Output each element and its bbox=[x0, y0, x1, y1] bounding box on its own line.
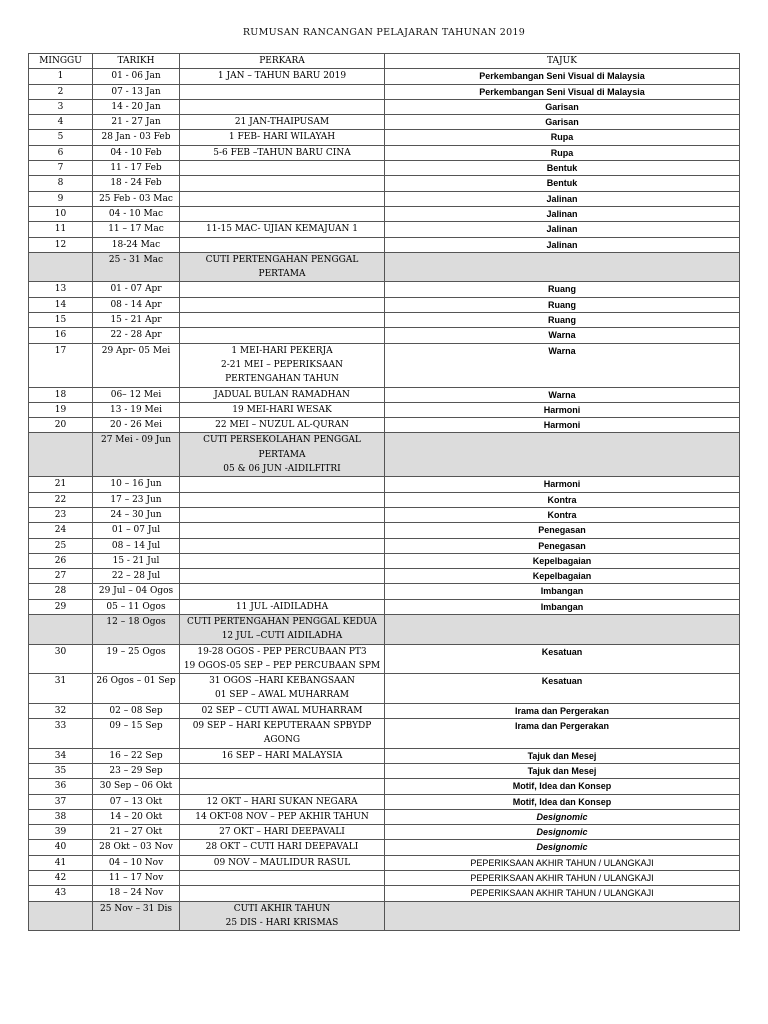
cell-tarikh: 09 – 15 Sep bbox=[93, 719, 180, 749]
cell-perkara bbox=[180, 553, 385, 568]
cell-tajuk: Garisan bbox=[385, 115, 740, 130]
cell-minggu: 10 bbox=[29, 206, 93, 221]
table-row bbox=[29, 779, 740, 794]
cell-tajuk: Penegasan bbox=[385, 523, 740, 538]
cell-tajuk: Motif, Idea dan Konsep bbox=[385, 794, 740, 809]
cell-tajuk: Perkembangan Seni Visual di Malaysia bbox=[385, 69, 740, 84]
cell-perkara bbox=[180, 779, 385, 794]
cell-tarikh: 26 Ogos – 01 Sep bbox=[93, 674, 180, 704]
holiday-row bbox=[29, 901, 740, 931]
cell-tarikh: 24 – 30 Jun bbox=[93, 507, 180, 522]
cell-tarikh: 11 – 17 Mac bbox=[93, 222, 180, 237]
header-perkara: PERKARA bbox=[180, 54, 385, 69]
cell-tajuk: Garisan bbox=[385, 99, 740, 114]
header-tarikh: TARIKH bbox=[93, 54, 180, 69]
cell-tarikh: 14 – 20 Okt bbox=[93, 809, 180, 824]
cell-minggu: 18 bbox=[29, 387, 93, 402]
cell-perkara bbox=[180, 507, 385, 522]
table-row bbox=[29, 328, 740, 343]
table-row bbox=[29, 176, 740, 191]
cell-minggu: 36 bbox=[29, 779, 93, 794]
cell-tarikh: 06– 12 Mei bbox=[93, 387, 180, 402]
cell-perkara bbox=[180, 297, 385, 312]
table-row bbox=[29, 507, 740, 522]
cell-perkara bbox=[180, 191, 385, 206]
cell-tarikh: 04 – 10 Nov bbox=[93, 855, 180, 870]
cell-minggu: 27 bbox=[29, 569, 93, 584]
cell-tarikh: 13 - 19 Mei bbox=[93, 402, 180, 417]
table-row bbox=[29, 222, 740, 237]
cell-tajuk: Kontra bbox=[385, 492, 740, 507]
cell-tajuk: Designomic bbox=[385, 825, 740, 840]
cell-tajuk: Penegasan bbox=[385, 538, 740, 553]
table-row bbox=[29, 145, 740, 160]
cell-tajuk: Kesatuan bbox=[385, 644, 740, 674]
cell-perkara bbox=[180, 176, 385, 191]
cell-tajuk: Ruang bbox=[385, 313, 740, 328]
cell-tajuk: Tajuk dan Mesej bbox=[385, 763, 740, 778]
cell-tajuk: Harmoni bbox=[385, 477, 740, 492]
cell-tajuk: Bentuk bbox=[385, 176, 740, 191]
table-row bbox=[29, 191, 740, 206]
cell-perkara bbox=[180, 206, 385, 221]
cell-tajuk: PEPERIKSAAN AKHIR TAHUN / ULANGKAJI bbox=[385, 871, 740, 886]
cell-tarikh: 12 – 18 Ogos bbox=[93, 614, 180, 644]
cell-tajuk: Warna bbox=[385, 343, 740, 387]
cell-minggu bbox=[29, 252, 93, 282]
cell-perkara: 11-15 MAC- UJIAN KEMAJUAN 1 bbox=[180, 222, 385, 237]
cell-tajuk: Jalinan bbox=[385, 191, 740, 206]
table-row bbox=[29, 703, 740, 718]
cell-tajuk: Harmoni bbox=[385, 402, 740, 417]
cell-tarikh: 01 - 07 Apr bbox=[93, 282, 180, 297]
cell-tajuk: Rupa bbox=[385, 145, 740, 160]
header-tajuk: TAJUK bbox=[385, 54, 740, 69]
table-row bbox=[29, 763, 740, 778]
cell-tarikh: 29 Apr- 05 Mei bbox=[93, 343, 180, 387]
table-row bbox=[29, 719, 740, 749]
cell-minggu: 31 bbox=[29, 674, 93, 704]
holiday-row bbox=[29, 614, 740, 644]
table-row bbox=[29, 282, 740, 297]
cell-tajuk: Warna bbox=[385, 387, 740, 402]
cell-tarikh: 18 – 24 Nov bbox=[93, 886, 180, 901]
cell-minggu: 5 bbox=[29, 130, 93, 145]
table-row bbox=[29, 840, 740, 855]
cell-minggu: 2 bbox=[29, 84, 93, 99]
cell-minggu: 11 bbox=[29, 222, 93, 237]
cell-tajuk: Jalinan bbox=[385, 206, 740, 221]
table-row bbox=[29, 343, 740, 387]
cell-tarikh: 07 - 13 Jan bbox=[93, 84, 180, 99]
cell-perkara: 19 MEI-HARI WESAK bbox=[180, 402, 385, 417]
cell-minggu: 6 bbox=[29, 145, 93, 160]
cell-minggu: 4 bbox=[29, 115, 93, 130]
cell-tajuk: Imbangan bbox=[385, 599, 740, 614]
cell-tarikh: 19 – 25 Ogos bbox=[93, 644, 180, 674]
cell-perkara: JADUAL BULAN RAMADHAN bbox=[180, 387, 385, 402]
cell-tajuk: Harmoni bbox=[385, 418, 740, 433]
cell-minggu bbox=[29, 901, 93, 931]
table-row bbox=[29, 599, 740, 614]
cell-minggu: 33 bbox=[29, 719, 93, 749]
cell-tajuk: Bentuk bbox=[385, 161, 740, 176]
cell-tajuk: Irama dan Pergerakan bbox=[385, 703, 740, 718]
cell-tarikh: 04 - 10 Feb bbox=[93, 145, 180, 160]
cell-minggu: 8 bbox=[29, 176, 93, 191]
cell-perkara bbox=[180, 328, 385, 343]
cell-tajuk bbox=[385, 433, 740, 477]
table-row bbox=[29, 99, 740, 114]
cell-minggu: 14 bbox=[29, 297, 93, 312]
cell-minggu: 23 bbox=[29, 507, 93, 522]
cell-tajuk bbox=[385, 901, 740, 931]
cell-tarikh: 15 - 21 Jul bbox=[93, 553, 180, 568]
cell-perkara bbox=[180, 237, 385, 252]
cell-minggu: 19 bbox=[29, 402, 93, 417]
cell-perkara bbox=[180, 161, 385, 176]
cell-minggu: 29 bbox=[29, 599, 93, 614]
cell-perkara bbox=[180, 763, 385, 778]
cell-minggu: 24 bbox=[29, 523, 93, 538]
cell-perkara bbox=[180, 523, 385, 538]
cell-perkara: 12 OKT – HARI SUKAN NEGARA bbox=[180, 794, 385, 809]
table-row bbox=[29, 538, 740, 553]
table-row bbox=[29, 674, 740, 704]
table-row bbox=[29, 402, 740, 417]
cell-perkara: 31 OGOS –HARI KEBANGSAAN 01 SEP – AWAL MUHARRAM bbox=[180, 674, 385, 704]
cell-tajuk: PEPERIKSAAN AKHIR TAHUN / ULANGKAJI bbox=[385, 855, 740, 870]
cell-minggu: 20 bbox=[29, 418, 93, 433]
cell-minggu: 16 bbox=[29, 328, 93, 343]
document-title: RUMUSAN RANCANGAN PELAJARAN TAHUNAN 2019 bbox=[242, 27, 526, 38]
cell-perkara bbox=[180, 886, 385, 901]
cell-minggu: 35 bbox=[29, 763, 93, 778]
cell-perkara: 09 NOV – MAULIDUR RASUL bbox=[180, 855, 385, 870]
cell-tarikh: 25 - 31 Mac bbox=[93, 252, 180, 282]
cell-tarikh: 21 - 27 Jan bbox=[93, 115, 180, 130]
table-row bbox=[29, 584, 740, 599]
holiday-row bbox=[29, 252, 740, 282]
cell-perkara: 19-28 OGOS - PEP PERCUBAAN PT3 19 OGOS-05 SEP – PEP PERCUBAAN SPM bbox=[180, 644, 385, 674]
cell-perkara bbox=[180, 84, 385, 99]
table-row bbox=[29, 115, 740, 130]
cell-tarikh: 14 - 20 Jan bbox=[93, 99, 180, 114]
cell-tarikh: 04 - 10 Mac bbox=[93, 206, 180, 221]
cell-perkara: CUTI PERTENGAHAN PENGGAL KEDUA 12 JUL –CUTI AIDILADHA bbox=[180, 614, 385, 644]
table-row bbox=[29, 418, 740, 433]
cell-tajuk: Kesatuan bbox=[385, 674, 740, 704]
cell-perkara bbox=[180, 313, 385, 328]
cell-tarikh: 05 – 11 Ogos bbox=[93, 599, 180, 614]
cell-tarikh: 11 - 17 Feb bbox=[93, 161, 180, 176]
cell-minggu: 26 bbox=[29, 553, 93, 568]
cell-minggu: 7 bbox=[29, 161, 93, 176]
table-row bbox=[29, 161, 740, 176]
cell-tajuk: Ruang bbox=[385, 297, 740, 312]
cell-minggu: 22 bbox=[29, 492, 93, 507]
cell-tajuk: Tajuk dan Mesej bbox=[385, 748, 740, 763]
cell-tarikh: 07 – 13 Okt bbox=[93, 794, 180, 809]
cell-minggu: 42 bbox=[29, 871, 93, 886]
cell-perkara: 02 SEP – CUTI AWAL MUHARRAM bbox=[180, 703, 385, 718]
cell-minggu: 12 bbox=[29, 237, 93, 252]
holiday-row bbox=[29, 433, 740, 477]
cell-minggu: 38 bbox=[29, 809, 93, 824]
cell-perkara: 11 JUL -AIDILADHA bbox=[180, 599, 385, 614]
cell-tarikh: 08 – 14 Jul bbox=[93, 538, 180, 553]
table-row bbox=[29, 387, 740, 402]
cell-tajuk: Perkembangan Seni Visual di Malaysia bbox=[385, 84, 740, 99]
cell-minggu: 3 bbox=[29, 99, 93, 114]
table-row bbox=[29, 855, 740, 870]
cell-perkara bbox=[180, 569, 385, 584]
table-row bbox=[29, 871, 740, 886]
cell-tarikh: 25 Feb - 03 Mac bbox=[93, 191, 180, 206]
cell-perkara: 16 SEP – HARI MALAYSIA bbox=[180, 748, 385, 763]
cell-tajuk bbox=[385, 614, 740, 644]
cell-tajuk: Jalinan bbox=[385, 237, 740, 252]
cell-tajuk: Warna bbox=[385, 328, 740, 343]
table-row bbox=[29, 477, 740, 492]
table-row bbox=[29, 206, 740, 221]
cell-perkara: 22 MEI – NUZUL AL-QURAN bbox=[180, 418, 385, 433]
cell-perkara bbox=[180, 538, 385, 553]
cell-perkara bbox=[180, 477, 385, 492]
cell-tarikh: 23 – 29 Sep bbox=[93, 763, 180, 778]
cell-tarikh: 28 Okt – 03 Nov bbox=[93, 840, 180, 855]
cell-perkara: 27 OKT – HARI DEEPAVALI bbox=[180, 825, 385, 840]
cell-perkara bbox=[180, 871, 385, 886]
cell-minggu: 30 bbox=[29, 644, 93, 674]
table-row bbox=[29, 492, 740, 507]
cell-tarikh: 27 Mei - 09 Jun bbox=[93, 433, 180, 477]
cell-tarikh: 17 – 23 Jun bbox=[93, 492, 180, 507]
cell-tajuk: Kepelbagaian bbox=[385, 553, 740, 568]
cell-minggu bbox=[29, 614, 93, 644]
cell-minggu: 21 bbox=[29, 477, 93, 492]
cell-tarikh: 22 – 28 Jul bbox=[93, 569, 180, 584]
cell-perkara: CUTI PERSEKOLAHAN PENGGAL PERTAMA 05 & 06 JUN -AIDILFITRI bbox=[180, 433, 385, 477]
table-row bbox=[29, 313, 740, 328]
cell-tarikh: 30 Sep – 06 Okt bbox=[93, 779, 180, 794]
cell-tarikh: 20 - 26 Mei bbox=[93, 418, 180, 433]
cell-minggu: 25 bbox=[29, 538, 93, 553]
cell-perkara: CUTI PERTENGAHAN PENGGAL PERTAMA bbox=[180, 252, 385, 282]
cell-tarikh: 01 – 07 Jul bbox=[93, 523, 180, 538]
table-row bbox=[29, 523, 740, 538]
table-row bbox=[29, 553, 740, 568]
table-row bbox=[29, 886, 740, 901]
cell-tarikh: 16 – 22 Sep bbox=[93, 748, 180, 763]
cell-tajuk: Kepelbagaian bbox=[385, 569, 740, 584]
cell-perkara: CUTI AKHIR TAHUN 25 DIS - HARI KRISMAS bbox=[180, 901, 385, 931]
cell-minggu: 9 bbox=[29, 191, 93, 206]
cell-tarikh: 25 Nov – 31 Dis bbox=[93, 901, 180, 931]
cell-tarikh: 18 - 24 Feb bbox=[93, 176, 180, 191]
cell-perkara: 21 JAN-THAIPUSAM bbox=[180, 115, 385, 130]
cell-perkara: 1 FEB- HARI WILAYAH bbox=[180, 130, 385, 145]
cell-tarikh: 11 – 17 Nov bbox=[93, 871, 180, 886]
cell-minggu: 43 bbox=[29, 886, 93, 901]
cell-minggu: 39 bbox=[29, 825, 93, 840]
cell-tarikh: 22 - 28 Apr bbox=[93, 328, 180, 343]
table-row bbox=[29, 569, 740, 584]
cell-minggu: 41 bbox=[29, 855, 93, 870]
cell-perkara: 14 OKT-08 NOV – PEP AKHIR TAHUN bbox=[180, 809, 385, 824]
header-minggu: MINGGU bbox=[29, 54, 93, 69]
cell-minggu bbox=[29, 433, 93, 477]
cell-minggu: 17 bbox=[29, 343, 93, 387]
cell-tajuk bbox=[385, 252, 740, 282]
cell-tarikh: 15 - 21 Apr bbox=[93, 313, 180, 328]
cell-tarikh: 21 – 27 Okt bbox=[93, 825, 180, 840]
table-row bbox=[29, 297, 740, 312]
cell-tajuk: Imbangan bbox=[385, 584, 740, 599]
cell-tajuk: Designomic bbox=[385, 809, 740, 824]
table-header-row bbox=[29, 54, 740, 69]
cell-tarikh: 01 - 06 Jan bbox=[93, 69, 180, 84]
table-row bbox=[29, 644, 740, 674]
table-row bbox=[29, 237, 740, 252]
table-row bbox=[29, 825, 740, 840]
annual-plan-table bbox=[28, 53, 740, 931]
cell-tajuk: PEPERIKSAAN AKHIR TAHUN / ULANGKAJI bbox=[385, 886, 740, 901]
cell-perkara: 1 JAN – TAHUN BARU 2019 bbox=[180, 69, 385, 84]
cell-minggu: 15 bbox=[29, 313, 93, 328]
cell-tarikh: 08 - 14 Apr bbox=[93, 297, 180, 312]
table-row bbox=[29, 809, 740, 824]
table-row bbox=[29, 84, 740, 99]
cell-perkara bbox=[180, 492, 385, 507]
cell-perkara bbox=[180, 282, 385, 297]
cell-minggu: 37 bbox=[29, 794, 93, 809]
cell-tajuk: Ruang bbox=[385, 282, 740, 297]
cell-perkara: 28 OKT – CUTI HARI DEEPAVALI bbox=[180, 840, 385, 855]
cell-tarikh: 29 Jul – 04 Ogos bbox=[93, 584, 180, 599]
cell-minggu: 1 bbox=[29, 69, 93, 84]
cell-minggu: 40 bbox=[29, 840, 93, 855]
table-row bbox=[29, 748, 740, 763]
table-row bbox=[29, 69, 740, 84]
cell-minggu: 13 bbox=[29, 282, 93, 297]
cell-tarikh: 18-24 Mac bbox=[93, 237, 180, 252]
cell-tajuk: Kontra bbox=[385, 507, 740, 522]
cell-perkara bbox=[180, 584, 385, 599]
cell-perkara bbox=[180, 99, 385, 114]
cell-minggu: 28 bbox=[29, 584, 93, 599]
cell-perkara: 09 SEP – HARI KEPUTERAAN SPBYDP AGONG bbox=[180, 719, 385, 749]
cell-tajuk: Rupa bbox=[385, 130, 740, 145]
cell-tajuk: Motif, Idea dan Konsep bbox=[385, 779, 740, 794]
cell-tajuk: Irama dan Pergerakan bbox=[385, 719, 740, 749]
cell-tajuk: Designomic bbox=[385, 840, 740, 855]
cell-perkara: 1 MEI-HARI PEKERJA 2-21 MEI – PEPERIKSAAN PERTENGAHAN TAHUN bbox=[180, 343, 385, 387]
cell-tarikh: 10 – 16 Jun bbox=[93, 477, 180, 492]
cell-tajuk: Jalinan bbox=[385, 222, 740, 237]
cell-tarikh: 28 Jan - 03 Feb bbox=[93, 130, 180, 145]
table-row bbox=[29, 130, 740, 145]
table-row bbox=[29, 794, 740, 809]
cell-tarikh: 02 – 08 Sep bbox=[93, 703, 180, 718]
cell-minggu: 34 bbox=[29, 748, 93, 763]
cell-perkara: 5-6 FEB –TAHUN BARU CINA bbox=[180, 145, 385, 160]
cell-minggu: 32 bbox=[29, 703, 93, 718]
